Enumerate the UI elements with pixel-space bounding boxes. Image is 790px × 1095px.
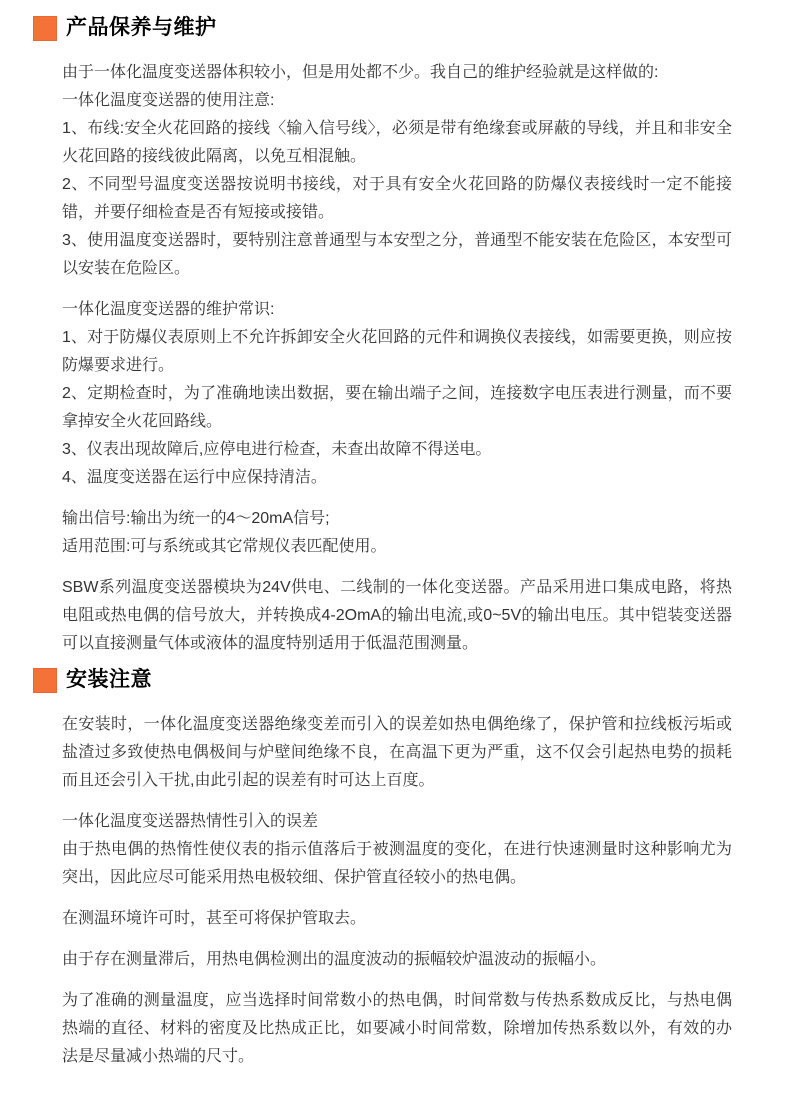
paragraph: 在安装时，一体化温度变送器绝缘变差而引入的误差如热电偶绝缘了，保护管和拉线板污垢或盐渣过多致使热电偶极间与炉壁间绝缘不良，在高温下更为严重，这不仅会引起热电势的损耗而且还会引入干扰,由此引起的误差有时可达上百度。 <box>62 716 732 789</box>
paragraph: 3、使用温度变送器时，要特别注意普通型与本安型之分，普通型不能安装在危险区，本安型可以安装在危险区。 <box>62 232 732 277</box>
paragraph: 在测温环境许可时，甚至可将保护管取去。 <box>62 910 367 927</box>
paragraph: 由于热电偶的热惰性使仪表的指示值落后于被测温度的变化，在进行快速测量时这种影响尤为突出，因此应尽可能采用热电极较细、保护管直径较小的热电偶。 <box>62 841 732 886</box>
insulation-error-block <box>62 711 732 795</box>
section-heading <box>33 13 732 43</box>
paragraph: 由于存在测量滞后，用热电偶检测出的温度波动的振幅较炉温波动的振幅小。 <box>62 951 607 968</box>
sbw-series-description-block <box>62 574 732 658</box>
paragraph: 1、对于防爆仪表原则上不允许拆卸安全火花回路的元件和调换仪表接线，如需要更换，则应按防爆要求进行。 <box>62 329 732 374</box>
paragraph: 一体化温度变送器的维护常识: <box>62 301 275 318</box>
paragraph: 一体化温度变送器热情性引入的误差 <box>62 813 319 830</box>
section-installation-notes <box>62 665 732 1071</box>
thermal-inertia-error-block <box>62 808 732 892</box>
paragraph: 2、不同型号温度变送器按说明书接线，对于具有安全火花回路的防爆仪表接线时一定不能接错，并要仔细检查是否有短接或接错。 <box>62 176 732 221</box>
paragraph: 适用范围:可与系统或其它常规仪表匹配使用。 <box>62 538 387 555</box>
paragraph: 1、布线:安全火花回路的接线〈输入信号线〉，必须是带有绝缘套或屏蔽的导线，并且和非安全火花回路的接线彼此隔离，以免互相混触。 <box>62 120 732 165</box>
signal-and-scope-block <box>62 505 732 561</box>
section-title: 产品保养与维护 <box>66 16 217 39</box>
paragraph: 4、温度变送器在运行中应保持清洁。 <box>62 469 327 486</box>
paragraph: 3、仪表出现故障后,应停电进行检查，未查出故障不得送电。 <box>62 441 492 458</box>
paragraph: 一体化温度变送器的使用注意: <box>62 92 275 109</box>
maintenance-knowledge-block <box>62 296 732 492</box>
paragraph: 输出信号:输出为统一的4～20mA信号; <box>62 510 330 527</box>
orange-square-bullet-icon <box>33 16 57 41</box>
paragraph: 由于一体化温度变送器体积较小，但是用处都不少。我自己的维护经验就是这样做的: <box>62 64 659 81</box>
section-heading <box>33 665 732 695</box>
time-constant-note-block <box>62 987 732 1071</box>
measurement-lag-note-block <box>62 946 732 974</box>
orange-square-bullet-icon <box>33 668 57 693</box>
paragraph: SBW系列温度变送器模块为24V供电、二线制的一体化变送器。产品采用进口集成电路，将热电阻或热电偶的信号放大，并转换成4-2OmA的输出电流,或0~5V的输出电压。其中铠装变送器可以直接测量气体或液体的温度特别适用于低温范围测量。 <box>62 579 732 652</box>
usage-notes-block <box>62 59 732 283</box>
paragraph: 2、定期检查时，为了准确地读出数据，要在输出端子之间，连接数字电压表进行测量，而不要拿掉安全火花回路线。 <box>62 385 732 430</box>
protection-tube-note-block <box>62 905 732 933</box>
paragraph: 为了准确的测量温度，应当选择时间常数小的热电偶，时间常数与传热系数成反比，与热电偶热端的直径、材料的密度及比热成正比，如要减小时间常数，除增加传热系数以外，有效的办法是尽量减小热端的尺寸。 <box>62 992 732 1065</box>
section-product-maintenance <box>62 13 732 658</box>
section-title: 安装注意 <box>66 668 152 691</box>
